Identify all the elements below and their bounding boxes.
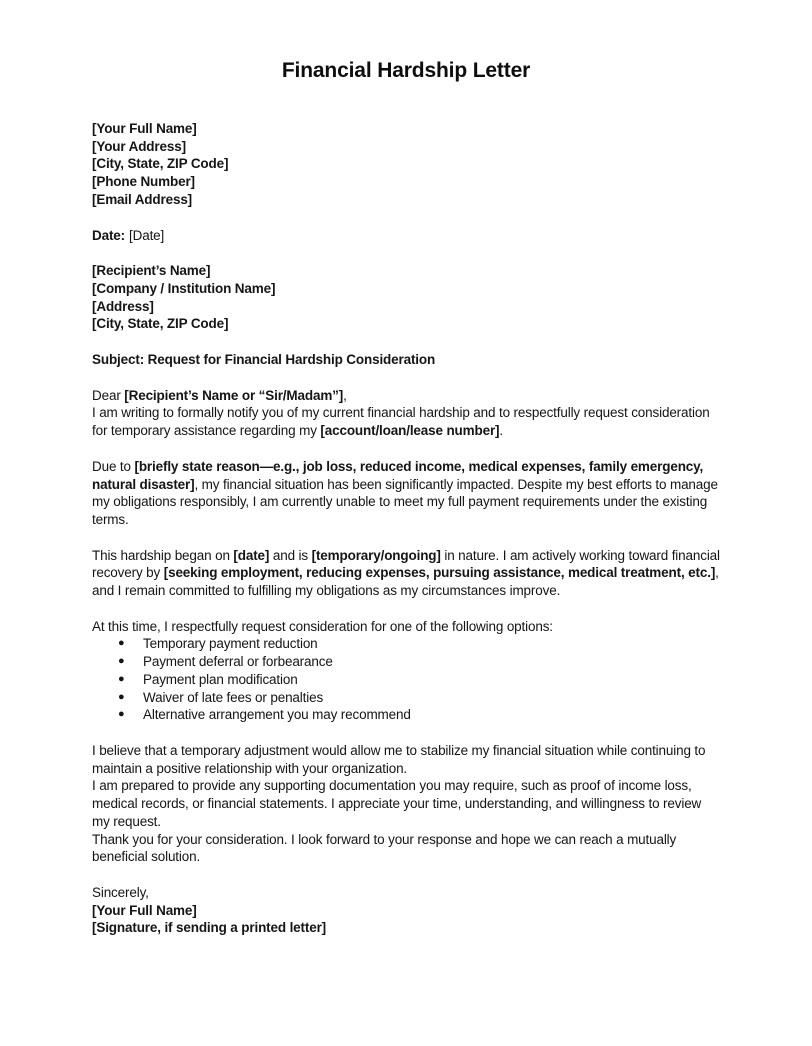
sender-city-state-zip: [City, State, ZIP Code] (92, 156, 229, 172)
closing-line-documentation: I am prepared to provide any supporting documentation you may require, such as proof of income loss, medical records, or financial statements. I appreciate your time, understanding, and willingness to review my request. (92, 778, 702, 829)
p3-date-placeholder: [date] (233, 547, 270, 563)
salutation-line (92, 387, 720, 405)
bullet-icon: ● (118, 637, 125, 650)
closing-paragraph (92, 742, 720, 866)
option-item-payment-reduction (92, 635, 720, 653)
bullet-icon: ● (118, 672, 125, 685)
p1-text: I am writing to formally notify you of my current financial hardship and to respectfully request consideration for temporary assistance regarding my (92, 405, 710, 439)
option-label: Waiver of late fees or penalties (143, 689, 324, 705)
signature-name: [Your Full Name] (92, 902, 197, 918)
p1-period: . (499, 423, 504, 439)
option-label: Temporary payment reduction (143, 636, 318, 652)
sender-phone: [Phone Number] (92, 174, 195, 190)
options-section (92, 618, 720, 724)
bullet-icon: ● (118, 655, 125, 668)
subject-line: Subject: Request for Financial Hardship Consideration (92, 352, 436, 368)
options-list (92, 635, 720, 724)
option-item-deferral-forbearance (92, 653, 720, 671)
salutation-recipient: [Recipient’s Name or “Sir/Madam”] (124, 387, 344, 403)
date-label: Date: (92, 227, 126, 243)
option-label: Payment plan modification (143, 671, 298, 687)
signature-block (92, 884, 720, 937)
sender-block (92, 120, 720, 209)
option-item-fee-waiver (92, 689, 720, 707)
p2-text-2: , my financial situation has been significantly impacted. Despite my best efforts to manage my obligations responsibly, I am currently unable to meet my full payment requirements under the existing terms. (92, 476, 718, 527)
sender-email: [Email Address] (92, 191, 193, 207)
bullet-icon: ● (118, 708, 125, 721)
options-intro: At this time, I respectfully request consideration for one of the following options: (92, 618, 553, 634)
recipient-city-state-zip: [City, State, ZIP Code] (92, 316, 229, 332)
option-label: Payment deferral or forbearance (143, 654, 333, 670)
p3-text-4: , and I remain committed to fulfilling my obligations as my circumstances improve. (92, 565, 719, 599)
recipient-name: [Recipient’s Name] (92, 263, 211, 279)
p2-reason-placeholder: [briefly state reason—e.g., job loss, reduced income, medical expenses, family emergency, natural disaster] (92, 458, 704, 492)
paragraph-intro (92, 404, 720, 439)
recipient-address: [Address] (92, 298, 154, 314)
recipient-company: [Company / Institution Name] (92, 280, 276, 296)
opening-paragraph (92, 387, 720, 440)
salutation-prefix: Dear (92, 387, 125, 403)
date-line (92, 227, 720, 245)
salutation-suffix: , (343, 387, 347, 403)
p1-account-placeholder: [account/loan/lease number] (320, 423, 500, 439)
letter-title: Financial Hardship Letter (281, 59, 531, 82)
sender-full-name: [Your Full Name] (92, 121, 197, 136)
p3-recovery-placeholder: [seeking employment, reducing expenses, pursuing assistance, medical treatment, etc.] (163, 565, 716, 581)
recipient-block (92, 262, 720, 333)
p3-duration-placeholder: [temporary/ongoing] (311, 547, 441, 563)
closing-line-stabilize: I believe that a temporary adjustment would allow me to stabilize my financial situation while continuing to maintain a positive relationship with your organization. (92, 742, 706, 776)
valediction: Sincerely, (92, 884, 149, 900)
closing-line-thanks: Thank you for your consideration. I look forward to your response and hope we can reach a mutually beneficial solution. (92, 831, 677, 865)
option-item-plan-modification (92, 671, 720, 689)
paragraph-hardship-timeline (92, 547, 720, 600)
paragraph-reason (92, 458, 720, 529)
bullet-icon: ● (118, 690, 125, 703)
date-value: [Date] (129, 227, 165, 243)
p3-text-2: and is (269, 547, 312, 563)
signature-note: [Signature, if sending a printed letter] (92, 920, 327, 936)
option-item-alternative-arrangement (92, 706, 720, 724)
p2-text-1: Due to (92, 458, 135, 474)
option-label: Alternative arrangement you may recommend (143, 707, 411, 723)
sender-address: [Your Address] (92, 138, 186, 154)
p3-text-3: in nature. I am actively working toward financial recovery by (92, 547, 720, 581)
p3-text-1: This hardship began on (92, 547, 234, 563)
